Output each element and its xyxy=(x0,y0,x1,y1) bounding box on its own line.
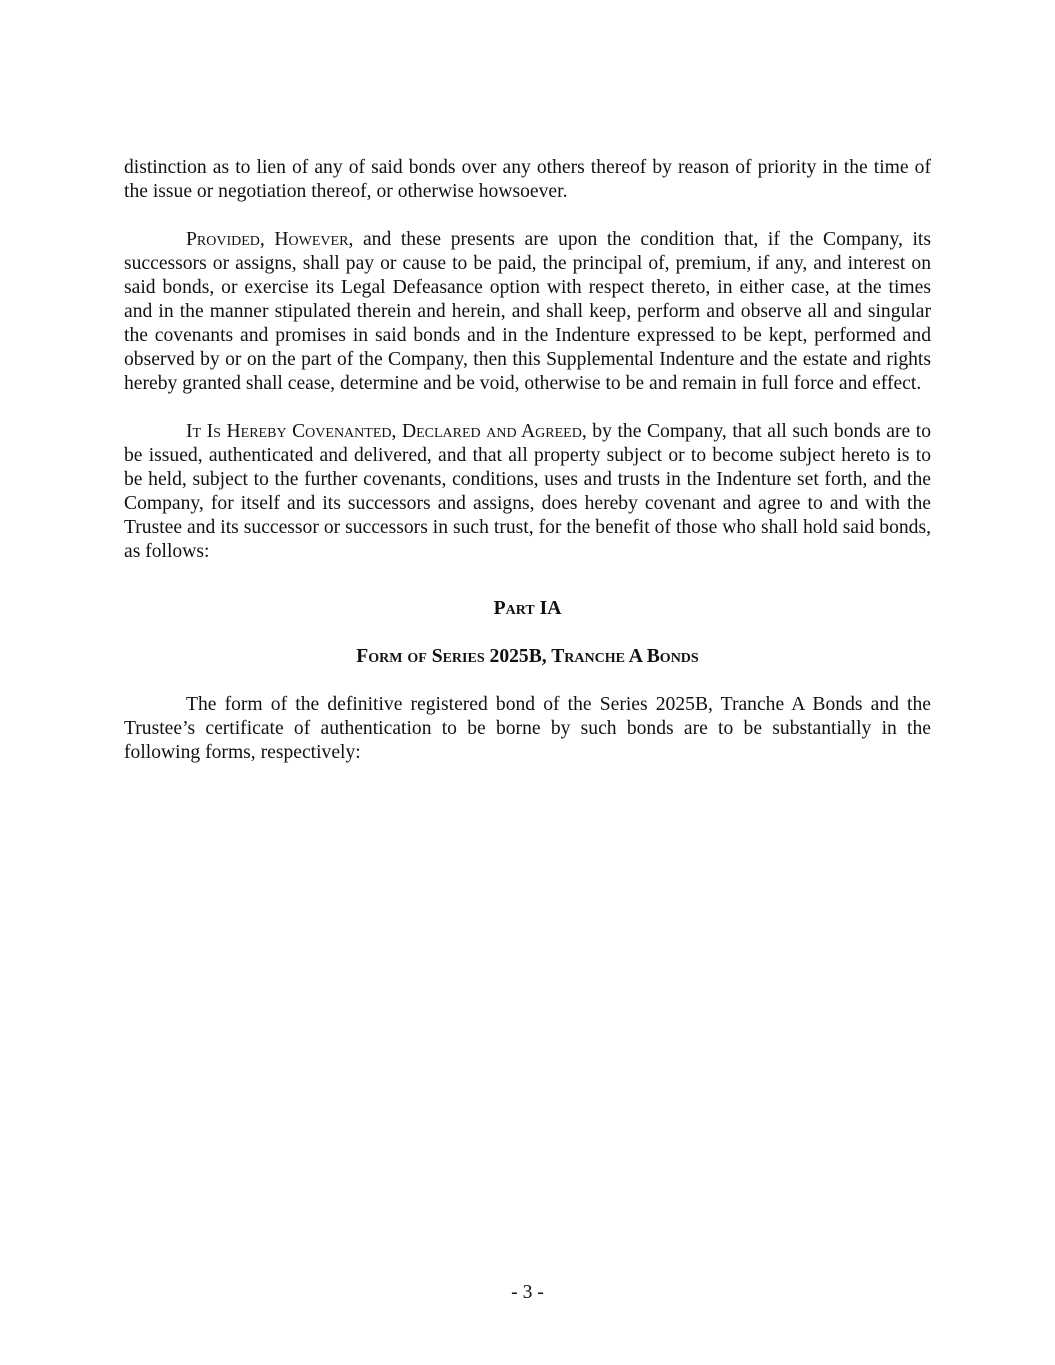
paragraph-continuation: distinction as to lien of any of said bonds over any others thereof by reason of priority in the time of the issue or negotiation thereof, or otherwise howsoever. xyxy=(124,157,931,202)
part-heading: Part IA xyxy=(493,598,562,619)
paragraph-lead-covenanted: It Is Hereby Covenanted, Declared and Agreed xyxy=(186,421,582,442)
page-number: - 3 - xyxy=(511,1282,544,1303)
paragraph-provided-however xyxy=(124,228,931,396)
paragraph-lead-provided-however: Provided, However xyxy=(186,229,349,250)
paragraph-body-covenanted: , by the Company, that all such bonds are to be issued, authenticated and delivered, and that all property subject or to become subject hereto is to be held, subject to the further covenants, conditions, uses and trusts in the Indenture set forth, and the Company, for itself and its successors and assigns, does hereby covenant and agree to and with the Trustee and its successor or successors in such trust, for the benefit of those who shall hold said bonds, as follows: xyxy=(124,421,931,562)
document-body xyxy=(124,156,931,765)
form-heading: Form of Series 2025B, Tranche A Bonds xyxy=(356,646,699,667)
paragraph-body-provided-however: , and these presents are upon the condition that, if the Company, its successors or assigns, shall pay or cause to be paid, the principal of, premium, if any, and interest on said bonds, or exercise its Legal Defeasance option with respect thereto, in either case, at the times and in the manner stipulated therein and herein, and shall keep, perform and observe all and singular the covenants and promises in said bonds and in the Indenture expressed to be kept, performed and observed by or on the part of the Company, then this Supplemental Indenture and the estate and rights hereby granted shall cease, determine and be void, otherwise to be and remain in full force and effect. xyxy=(124,229,931,394)
paragraph-covenanted xyxy=(124,420,931,564)
paragraph-form-description: The form of the definitive registered bond of the Series 2025B, Tranche A Bonds and the Trustee’s certificate of authentication to be borne by such bonds are to be substantially in the following forms, respectively: xyxy=(124,694,931,763)
